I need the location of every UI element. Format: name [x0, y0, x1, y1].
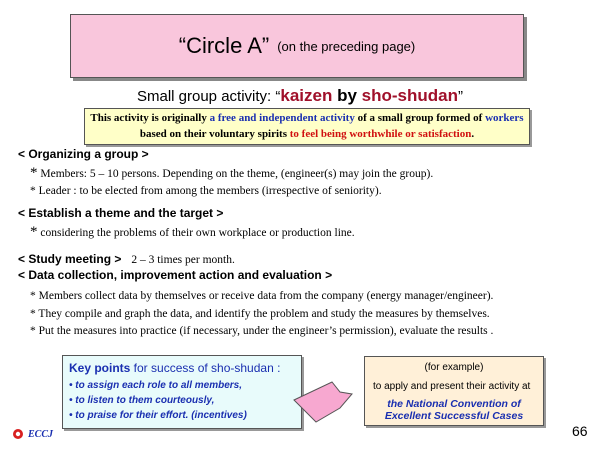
keypoint-item: • to listen to them courteously, [69, 395, 215, 406]
page-number: 66 [572, 423, 588, 439]
definition-highlight: to feel being worthwhile or satisfaction [289, 128, 472, 140]
subtitle-shoshudan: sho-shudan [361, 86, 458, 105]
definition-text: of a small group formed of [354, 112, 486, 124]
example-label: (for example) [424, 362, 484, 373]
title-sub: (on the preceding page) [277, 38, 416, 54]
keypoints-title-b: for success of sho-shudan : [130, 361, 281, 375]
theme-text: considering the problems of their own workplace or production line. [40, 227, 355, 239]
keypoints-box [62, 355, 302, 429]
title-main: “Circle A” [178, 33, 270, 58]
definition-line-2 [85, 126, 529, 142]
title-box [70, 14, 524, 78]
convention-line-1: the National Convention of [387, 398, 521, 410]
organizing-members [30, 165, 433, 182]
definition-box [84, 108, 530, 145]
definition-highlight: workers [485, 112, 524, 124]
subtitle [0, 86, 600, 106]
convention-line-2: Excellent Successful Cases [384, 410, 524, 422]
keypoint-item: • to praise for their effort. (incentives) [69, 410, 247, 421]
right-arrow-icon [288, 378, 358, 426]
heading-data: < Data collection, improvement action and evaluation > [18, 268, 333, 282]
eccj-logo [12, 428, 53, 440]
definition-line-1 [85, 110, 529, 126]
data-item-1: * Members collect data by themselves or receive data from the company (energy manager/engineer). [30, 290, 494, 302]
organizing-leader: * Leader : to be elected from among the members (irrespective of seniority). [30, 185, 382, 197]
subtitle-by: by [332, 86, 362, 105]
definition-text: based on their voluntary spirits [139, 128, 290, 140]
eccj-logo-icon [12, 428, 26, 440]
definition-text: This activity is originally [90, 112, 210, 124]
subtitle-suffix: ” [458, 88, 463, 105]
example-box [364, 356, 544, 426]
keypoints-title-a: Key points [69, 361, 131, 375]
keypoints-title [69, 361, 280, 375]
heading-theme: < Establish a theme and the target > [18, 206, 224, 220]
data-item-2: * They compile and graph the data, and identify the problem and study the measures by themselves. [30, 308, 490, 320]
example-text: to apply and present their activity at [373, 381, 531, 392]
subtitle-prefix: Small group activity: “ [136, 88, 281, 105]
heading-meeting: < Study meeting > [18, 252, 122, 266]
keypoint-item: • to assign each role to all members, [69, 380, 243, 391]
organizing-members-text: Members: 5 – 10 persons. Depending on the theme, (engineer(s) may join the group). [40, 168, 434, 180]
asterisk-icon: * [30, 165, 38, 181]
definition-highlight: a free and independent activity [209, 112, 355, 124]
logo-text: ECCJ [28, 428, 54, 440]
study-meeting [18, 250, 235, 268]
asterisk-icon: * [30, 224, 38, 240]
meeting-text: 2 – 3 times per month. [131, 254, 235, 266]
example-convention [365, 398, 543, 422]
definition-text: . [471, 128, 475, 140]
subtitle-kaizen: kaizen [280, 86, 333, 105]
heading-organizing: < Organizing a group > [18, 147, 149, 161]
data-item-3: * Put the measures into practice (if necessary, under the engineer’s permission), evaluate the results . [30, 325, 494, 337]
theme-item [30, 224, 355, 241]
